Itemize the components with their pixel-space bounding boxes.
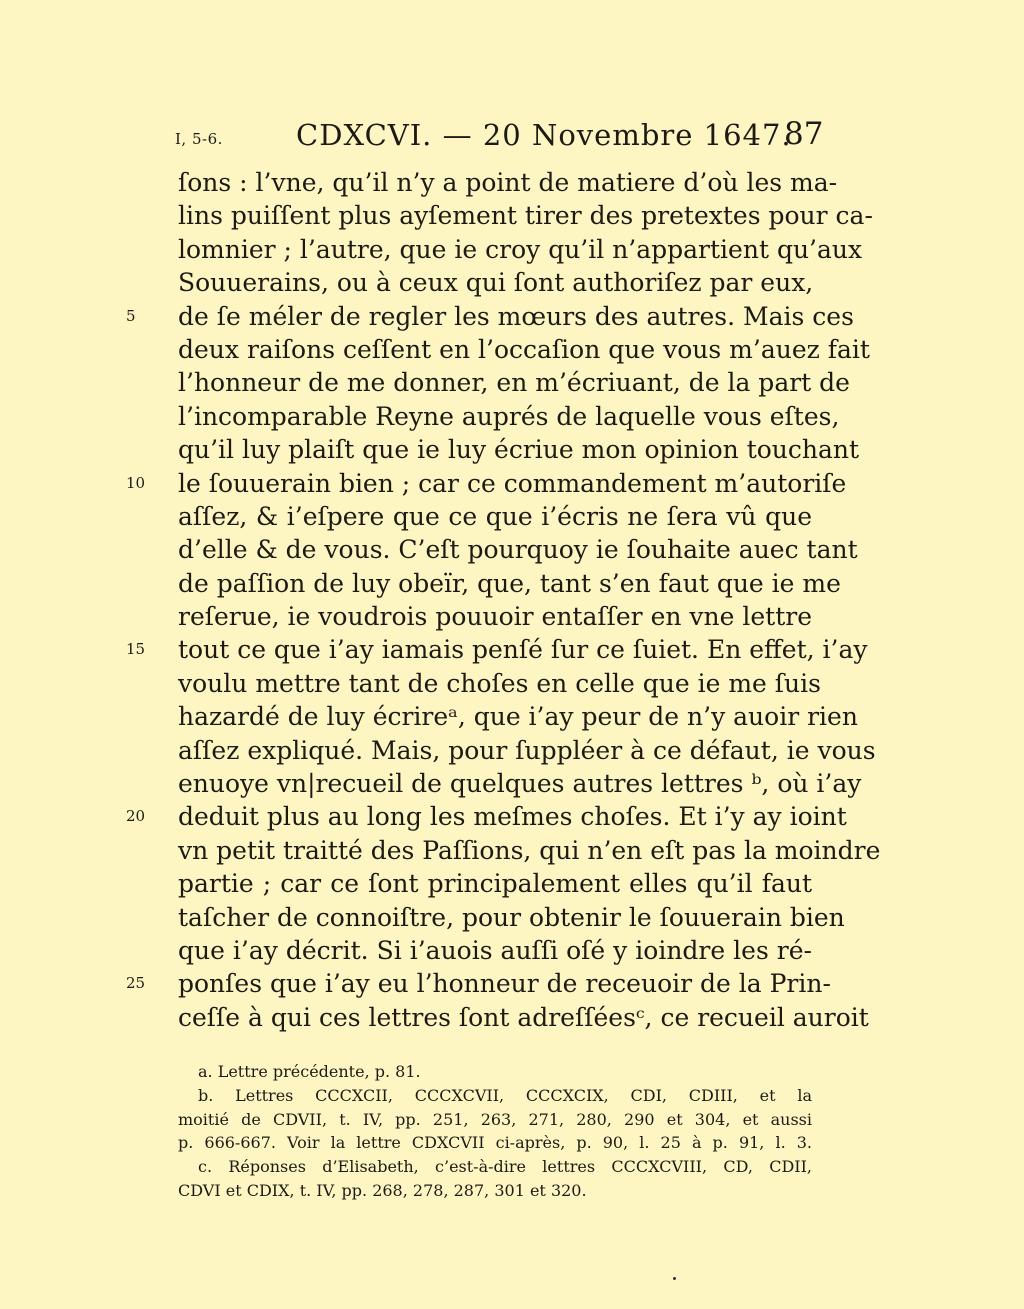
text-line: ceſſe à qui ces lettres ſont adreſſéesᶜ, ce recueil auroit (178, 1002, 869, 1032)
letter-body (126, 166, 881, 1034)
text-line: que i’ay décrit. Si i’auois auſſi oſé y ioindre les ré- (178, 935, 812, 965)
volume-reference: I, 5-6. (175, 130, 223, 148)
text-line: ſons : l’vne, qu’il n’y a point de matiere d’où les ma- (178, 168, 838, 197)
page-number: 87 (784, 116, 824, 152)
running-head (0, 118, 1024, 158)
text-line: l’incomparable Reyne auprés de laquelle vous eſtes, (178, 401, 840, 431)
text-line: aſſez expliqué. Mais, pour ſuppléer à ce défaut, ie vous (178, 735, 876, 765)
footnote-b-continued: p. 666-667. Voir la lettre CDXCVII ci-après, p. 90, l. 25 à p. 91, l. 3. (178, 1133, 812, 1153)
line-number: 10 (126, 473, 146, 492)
line-number: 20 (126, 807, 146, 826)
footnotes (178, 1060, 812, 1203)
text-line: d’elle & de vous. C’eſt pourquoy ie ſouhaite auec tant (178, 535, 858, 565)
text-line: aſſez, & i’eſpere que ce que i’écris ne ſera vû que (178, 501, 812, 531)
text-line: lins puiſſent plus ayſement tirer des pretextes pour ca- (178, 201, 873, 231)
footnote-b: b. Lettres CCCXCII, CCCXCVII, CCCXCIX, CDI, CDIII, et la (198, 1085, 812, 1105)
text-line: qu’il luy plaiſt que ie luy écriue mon opinion touchant (178, 435, 860, 465)
text-line: enuoye vn|recueil de quelques autres lettres ᵇ, où i’ay (178, 769, 862, 799)
footnote-a: a. Lettre précédente, p. 81. (198, 1062, 421, 1081)
text-line: l’honneur de me donner, en m’écriuant, de la part de (178, 368, 850, 398)
text-line: partie ; car ce ſont principalement elles qu’il faut (178, 869, 812, 899)
footnote-c-continued: CDVI et CDIX, t. IV, pp. 268, 278, 287, 301 et 320. (178, 1180, 587, 1200)
text-line: reſerue, ie voudrois pouuoir entaſſer en vne lettre (178, 602, 813, 632)
letter-heading: CDXCVI. — 20 Novembre 1647. (296, 118, 792, 152)
text-line: taſcher de connoiſtre, pour obtenir le ſouuerain bien (178, 902, 845, 932)
line-number: 5 (126, 306, 136, 325)
text-line: 25 ponſes que i’ay eu l’honneur de receuoir de la Prin- (178, 967, 812, 1000)
text-line: 20 deduit plus au long les meſmes choſes. Et i’y ay ioint (178, 800, 812, 833)
text-line: deux raiſons ceſſent en l’occaſion que vous m’auez fait (178, 334, 870, 364)
text-line: hazardé de luy écrireᵃ, que i’ay peur de n’y auoir rien (178, 702, 858, 732)
footnote-c: c. Réponses d’Elisabeth, c’est-à-dire lettres CCCXCVIII, CD, CDII, (198, 1157, 812, 1177)
text-line: Souuerains, ou à ceux qui ſont authoriſez par eux, (178, 268, 814, 298)
text-line: vn petit traitté des Paſſions, qui n’en eſt pas la moindre (178, 835, 881, 865)
line-number: 25 (126, 974, 146, 993)
text-line: 15 tout ce que i’ay iamais penſé ſur ce ſuiet. En effet, i’ay (178, 633, 812, 666)
text-line: voulu mettre tant de choſes en celle que ie me ſuis (178, 668, 821, 698)
text-line: lomnier ; l’autre, que ie croy qu’il n’appartient qu’aux (178, 234, 863, 264)
text-line: 10 le ſouuerain bien ; car ce commandement m’autoriſe (178, 467, 812, 500)
text-line: 5 de ſe méler de regler les mœurs des autres. Mais ces (178, 300, 812, 333)
paper-speck (673, 1277, 676, 1280)
text-line: de paſſion de luy obeïr, que, tant s’en faut que ie me (178, 568, 841, 598)
footnote-b-continued: moitié de CDVII, t. IV, pp. 251, 263, 271, 280, 290 et 304, et aussi (178, 1109, 812, 1129)
line-number: 15 (126, 640, 146, 659)
